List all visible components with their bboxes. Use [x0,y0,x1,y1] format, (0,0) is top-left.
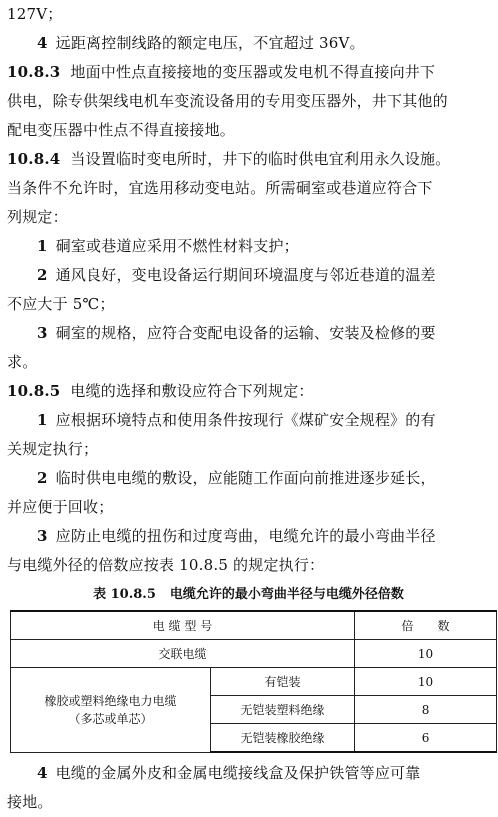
table-title: 电缆允许的最小弯曲半径与电缆外径倍数 [169,587,404,602]
section-10-8-4-line-2 [7,174,490,203]
s1085-item-3-line-2 [7,551,490,580]
section-text: 当设置临时变电所时，井下的临时供电宜利用永久设施。 [70,150,451,168]
s1084-item-2-line-2 [7,290,490,319]
text: 列规定： [7,208,68,226]
section-number: 10.8.5 [7,382,61,400]
cell-multiple: 6 [355,724,497,753]
text: 并应便于回收； [7,498,114,516]
item-text: 远距离控制线路的额定电压，不宜超过 36V。 [55,34,365,52]
text: 关规定执行； [7,440,99,458]
cell-subtype: 有铠装 [211,668,355,696]
table-caption [7,582,490,608]
text: 不应大于 5℃； [7,295,115,313]
section-number: 10.8.3 [7,63,61,81]
table-row [11,668,497,696]
s1084-item-3-line-2 [7,348,490,377]
item-number: 2 [37,266,48,284]
cell-subtype: 无铠装塑料绝缘 [211,696,355,724]
s1085-item-1-line-2 [7,435,490,464]
item-text: 应根据环境特点和使用条件按现行《煤矿安全规程》的有 [55,411,436,429]
s1085-item-2-line-2 [7,493,490,522]
bending-radius-table [10,610,497,753]
section-10-8-3-line-1 [7,58,490,87]
section-10-8-4-line-3 [7,203,490,232]
text: 配电变压器中性点不得直接接地。 [7,121,236,139]
item-4-line [7,29,490,58]
s1085-item-4-line-1 [7,759,490,788]
item-number: 3 [37,527,48,545]
item-number: 1 [37,237,48,255]
section-10-8-3-line-2 [7,87,490,116]
s1084-item-1 [7,232,490,261]
item-number: 3 [37,324,48,342]
cell-category [11,668,211,753]
header-cable-type: 电 缆 型 号 [11,611,355,640]
cell-multiple: 8 [355,696,497,724]
s1085-item-3-line-1 [7,522,490,551]
s1085-item-1-line-1 [7,406,490,435]
table-row [11,640,497,668]
section-text: 电缆的选择和敷设应符合下列规定： [70,382,314,400]
category-line-2: （多芯或单芯） [68,711,153,726]
text: 当条件不允许时，宜选用移动变电站。所需硐室或巷道应符合下 [7,179,433,197]
item-text: 通风良好，变电设备运行期间环境温度与邻近巷道的温差 [55,266,436,284]
cell-cable-type: 交联电缆 [11,640,355,668]
section-10-8-4-line-1 [7,145,490,174]
item-number: 4 [37,34,48,52]
item-number: 2 [37,469,48,487]
paragraph-line [7,0,490,29]
table-number: 表 10.8.5 [93,587,156,602]
cell-multiple: 10 [355,640,497,668]
section-10-8-3-line-3 [7,116,490,145]
section-number: 10.8.4 [7,150,61,168]
item-number: 4 [37,764,48,782]
section-text: 地面中性点直接接地的变压器或发电机不得直接向井下 [70,63,436,81]
item-text: 硐室的规格，应符合变配电设备的运输、安装及检修的要 [55,324,436,342]
section-10-8-5-line [7,377,490,406]
item-text: 电缆的金属外皮和金属电缆接线盒及保护铁管等应可靠 [55,764,421,782]
category-line-1: 橡胶或塑料绝缘电力电缆 [44,693,177,708]
header-multiple: 倍 数 [355,611,497,640]
s1085-item-4-line-2 [7,788,490,817]
s1084-item-3-line-1 [7,319,490,348]
table-header-row [11,611,497,640]
cell-subtype: 无铠装橡胶绝缘 [211,724,355,753]
cell-multiple: 10 [355,668,497,696]
item-text: 临时供电电缆的敷设，应能随工作面向前推进逐步延长， [55,469,436,487]
s1085-item-2-line-1 [7,464,490,493]
text: 接地。 [7,793,53,811]
text: 供电，除专供架线电机车变流设备用的专用变压器外，井下其他的 [7,92,448,110]
text: 与电缆外径的倍数应按表 10.8.5 的规定执行： [7,556,325,574]
item-number: 1 [37,411,48,429]
s1084-item-2-line-1 [7,261,490,290]
item-text: 应防止电缆的扭伤和过度弯曲，电缆允许的最小弯曲半径 [55,527,436,545]
text: 127V； [7,5,63,23]
item-text: 硐室或巷道应采用不燃性材料支护； [55,237,299,255]
text: 求。 [7,353,38,371]
